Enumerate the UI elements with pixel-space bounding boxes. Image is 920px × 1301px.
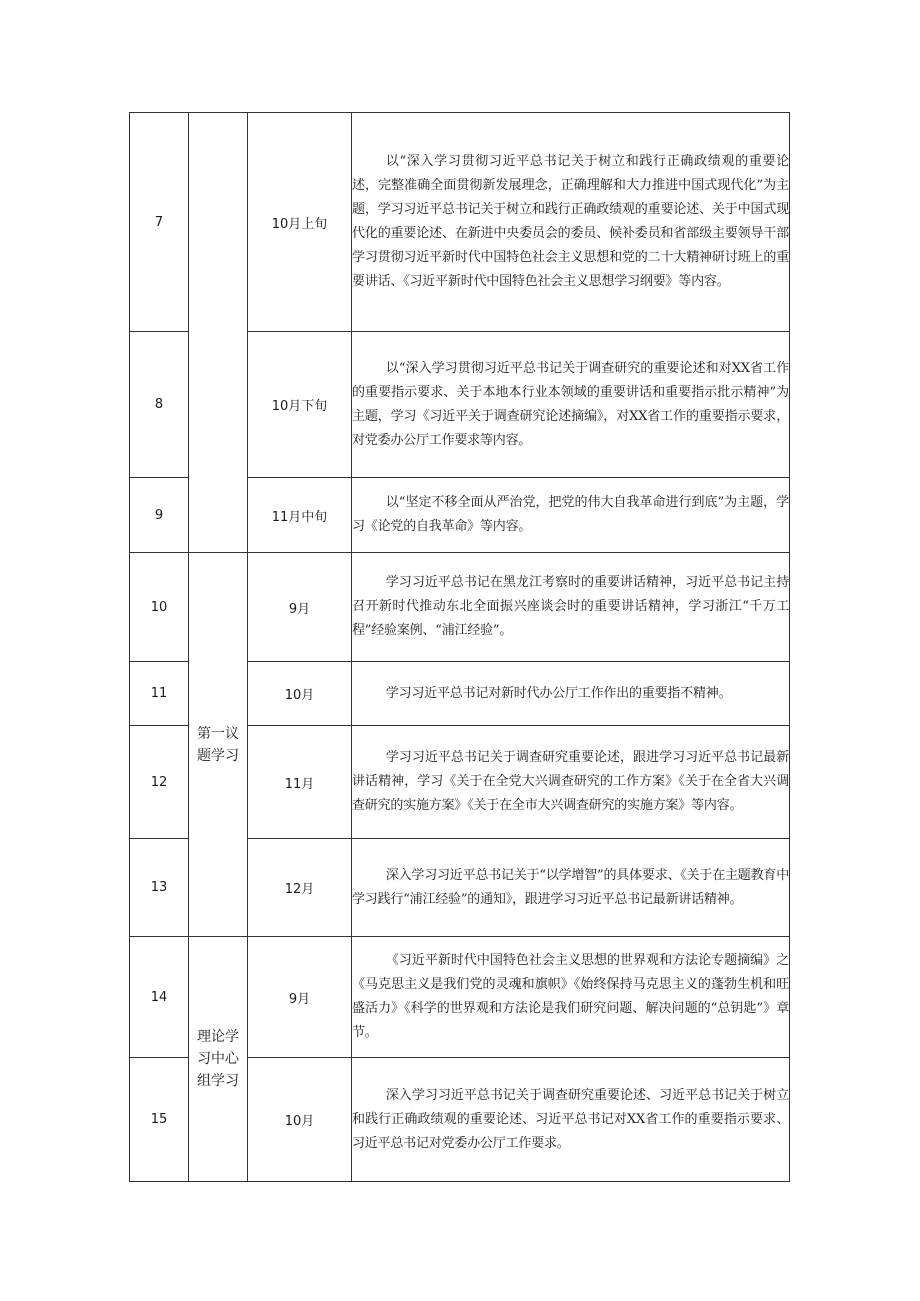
- table-row: [130, 937, 790, 1058]
- time-cell: 10月下旬: [248, 332, 352, 478]
- row-number: 8: [130, 332, 189, 478]
- row-number: 14: [130, 937, 189, 1058]
- content-cell: 深入学习习近平总书记关于调查研究重要论述、习近平总书记关于树立和践行正确政绩观的重要论述、习近平总书记对XX省工作的重要指示要求、习近平总书记对党委办公厅工作要求。: [352, 1058, 790, 1182]
- time-cell: 9月: [248, 553, 352, 662]
- row-number: 15: [130, 1058, 189, 1182]
- row-number: 11: [130, 662, 189, 726]
- time-cell: 9月: [248, 937, 352, 1058]
- row-number: 12: [130, 726, 189, 839]
- category-cell: [189, 937, 248, 1182]
- content-cell: 学习习近平总书记在黑龙江考察时的重要讲话精神，习近平总书记主持召开新时代推动东北全面振兴座谈会时的重要讲话精神，学习浙江“千万工程”经验案例、“浦江经验”。: [352, 553, 790, 662]
- time-cell: 10月上旬: [248, 113, 352, 332]
- content-cell: 深入学习习近平总书记关于“以学增智”的具体要求、《关于在主题教育中学习践行“浦江经验”的通知》，跟进学习习近平总书记最新讲话精神。: [352, 839, 790, 937]
- category-label: 第一议题学习: [197, 725, 239, 764]
- category-label: 理论学习中心组学习: [197, 1029, 239, 1089]
- time-cell: 12月: [248, 839, 352, 937]
- study-schedule-table: [129, 112, 790, 1182]
- table-row: [130, 553, 790, 662]
- row-number: 13: [130, 839, 189, 937]
- content-cell: 学习习近平总书记对新时代办公厅工作作出的重要指不精神。: [352, 662, 790, 726]
- time-cell: 10月: [248, 1058, 352, 1182]
- table-row: [130, 113, 790, 332]
- row-number: 7: [130, 113, 189, 332]
- category-cell: [189, 553, 248, 937]
- content-cell: 以“深入学习贯彻习近平总书记关于树立和践行正确政绩观的重要论述，完整准确全面贯彻新发展理念，正确理解和大力推进中国式现代化”为主题，学习习近平总书记关于树立和践行正确政绩观的重要论述、关于中国式现代化的重要论述、在新进中央委员会的委员、候补委员和省部级主要领导干部学习贯彻习近平新时代中国特色社会主义思想和党的二十大精神研讨班上的重要讲话、《习近平新时代中国特色社会主义思想学习纲要》等内容。: [352, 113, 790, 332]
- time-cell: 11月中旬: [248, 478, 352, 553]
- content-cell: 《习近平新时代中国特色社会主义思想的世界观和方法论专题摘编》之《马克思主义是我们党的灵魂和旗帜》《始终保持马克思主义的蓬勃生机和旺盛活力》《科学的世界观和方法论是我们研究问题、解决问题的“总钥匙”》章节。: [352, 937, 790, 1058]
- content-cell: 学习习近平总书记关于调查研究重要论述，跟进学习习近平总书记最新讲话精神，学习《关于在全党大兴调查研究的工作方案》《关于在全省大兴调查研究的实施方案》《关于在全市大兴调查研究的实施方案》等内容。: [352, 726, 790, 839]
- category-cell: [189, 113, 248, 553]
- time-cell: 10月: [248, 662, 352, 726]
- content-cell: 以“深入学习贯彻习近平总书记关于调查研究的重要论述和对XX省工作的重要指示要求、关于本地本行业本领域的重要讲话和重要指示批示精神”为主题，学习《习近平关于调查研究论述摘编》，对XX省工作的重要指示要求，对党委办公厅工作要求等内容。: [352, 332, 790, 478]
- content-cell: 以“坚定不移全面从严治党，把党的伟大自我革命进行到底”为主题，学习《论党的自我革命》等内容。: [352, 478, 790, 553]
- time-cell: 11月: [248, 726, 352, 839]
- row-number: 10: [130, 553, 189, 662]
- row-number: 9: [130, 478, 189, 553]
